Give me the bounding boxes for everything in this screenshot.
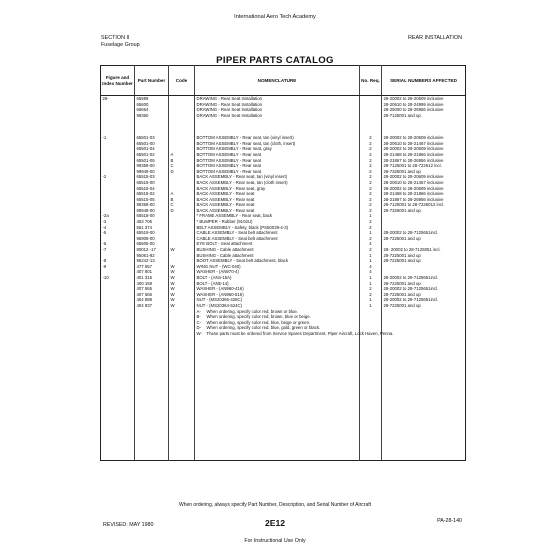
cell-nom: WASHER - (AN970-4) — [195, 269, 360, 275]
cell-nom: BOTTOM ASSEMBLY - Rear seat — [195, 158, 360, 164]
cell-serial: 28-20002 to 28-20609 inclusive — [382, 146, 466, 152]
section-label — [101, 35, 140, 49]
cell-nom: EYE BOLT - Seat attachment — [195, 241, 360, 247]
cell-nom: BOLT - (AN4-15A) — [195, 275, 360, 281]
cell-req: 4 — [360, 264, 382, 270]
cell-part: 404 837 — [135, 303, 169, 309]
cell-code: C — [169, 202, 195, 208]
cell-serial: 28-7325001 and up — [382, 169, 466, 175]
cell-part: 65515-00 — [135, 180, 169, 186]
cell-part: 99359-00 — [135, 163, 169, 169]
cell-req: 2 — [360, 219, 382, 225]
cell-serial: 28- 20002 to 28-7125051 incl. — [382, 247, 466, 253]
cell-code: D — [169, 169, 195, 175]
cell-part: 66664 — [135, 107, 169, 113]
cell-serial: 28-20002 to 28-7125651incl. — [382, 230, 466, 236]
cell-nom: CABLE ASSEMBLY - Seat belt attachment — [195, 236, 360, 242]
cell-fig: -3 — [102, 219, 107, 225]
cell-part: 404 888 — [135, 297, 169, 303]
cell-nom: DRAWING - Rear Seat Installation — [195, 96, 360, 102]
page-number: 2E12 — [264, 518, 286, 528]
cell-serial: 28-7125001 to 28-7226012 incl. — [382, 202, 466, 208]
note-key: B- — [196, 314, 201, 320]
cell-nom: BOTTOM ASSEMBLY - Rear seat, tan (cloth, insert) — [195, 141, 360, 147]
note-text: When ordering, specify color red, brown, blue or beige. — [206, 314, 311, 320]
cell-serial: 28-7225001 and up — [382, 281, 466, 287]
cell-part: 99360 — [135, 113, 169, 119]
note-key: A- — [196, 308, 201, 314]
cell-serial: 28-20002 to 28-20609 inclusive — [382, 135, 466, 141]
cell-req: 2 — [360, 146, 382, 152]
cell-part: 407 565 — [135, 286, 169, 292]
cell-req: 2 — [360, 135, 382, 141]
cell-req: 1 — [360, 297, 382, 303]
cell-nom: DRAWING - Rear Seat Installation — [195, 107, 360, 113]
cell-req: 2 — [360, 292, 382, 298]
cell-req: 2 — [360, 191, 382, 197]
cell-code: D — [169, 208, 195, 214]
cell-code: W — [169, 269, 195, 275]
installation-label: REAR INSTALLATION — [407, 35, 462, 41]
cell-nom: CABLE ASSEMBLY - Seat belt attachment — [195, 230, 360, 236]
cell-req: 2 — [360, 186, 382, 192]
cell-part: 65501-04 — [135, 146, 169, 152]
cell-req: 2 — [360, 208, 382, 214]
cell-fig: -2a — [102, 213, 109, 219]
cell-nom: BOTTOM ASSEMBLY - Rear seat, tan (vinyl insert) — [195, 135, 360, 141]
cell-serial: 28-21867 to 28-26956 inclusive — [382, 158, 466, 164]
cell-code: A — [169, 191, 195, 197]
cell-req: 2 — [360, 152, 382, 158]
cell-code: A — [169, 152, 195, 158]
cell-req: 2 — [360, 158, 382, 164]
cell-nom: BACK ASSEMBLY - Rear seat — [195, 208, 360, 214]
cell-req: 2 — [360, 286, 382, 292]
cell-part: 80012 -17 — [135, 247, 169, 253]
cell-nom: WING NUT - (WC-040) — [195, 264, 360, 270]
cell-fig: -9 — [102, 263, 107, 269]
cell-part: 407 566 — [135, 292, 169, 298]
cell-fig: -4 — [102, 224, 107, 230]
cell-serial: 28-7325001 and up — [382, 208, 466, 214]
cell-code: W — [169, 292, 195, 298]
note-text: When ordering, specify color red, blue, beige or green. — [206, 319, 311, 325]
cell-part: 96908-00 — [135, 236, 169, 242]
cell-req: 1 — [360, 275, 382, 281]
note-text: When ordering, specify color red, brown or blue. — [206, 308, 298, 314]
col-header-figure: Figure and Index Number — [101, 66, 135, 96]
cell-part: 65600 — [135, 102, 169, 108]
cell-code: W — [169, 303, 195, 309]
cell-nom: BOLT - (AN5-14) — [195, 281, 360, 287]
cell-nom: BACK ASSEMBLY - Rear seat — [195, 191, 360, 197]
notes-spacer — [382, 309, 466, 461]
cell-nom: BOTTOM ASSEMBLY - Rear seat — [195, 169, 360, 175]
cell-code: W — [169, 297, 195, 303]
cell-fig: -8 — [102, 258, 107, 264]
cell-nom: * BUMPER - Rubber (9102U) — [195, 219, 360, 225]
academy-header: International Aero Tech Academy — [234, 14, 316, 20]
cell-nom: NUT - (MS20364-524C) — [195, 303, 360, 309]
cell-nom: WASHER - (AN960-516) — [195, 292, 360, 298]
cell-serial: 28-21468 to 28-21866 inclusive — [382, 191, 466, 197]
page-title: PIPER PARTS CATALOG — [216, 55, 334, 66]
cell-fig: -5 — [102, 230, 107, 236]
cell-nom: BUSHING - Cable attachment — [195, 247, 360, 253]
cell-part: 453 706 — [135, 219, 169, 225]
cell-part: 407 801 — [135, 269, 169, 275]
section-number: SECTION II — [101, 35, 130, 41]
cell-part: 99949-00 — [135, 169, 169, 175]
note-key: D- — [196, 325, 202, 331]
cell-code: W — [169, 247, 195, 253]
notes-spacer — [135, 309, 169, 461]
cell-fig: -6 — [102, 241, 107, 247]
usage-footer: For Instructional Use Only — [244, 538, 306, 544]
col-header-required: No. Req. — [360, 66, 382, 96]
cell-part: 65501-02 — [135, 152, 169, 158]
aircraft-model: PA-28-140 — [437, 518, 462, 524]
cell-serial: 28-21867 to 28-26956 inclusive — [382, 197, 466, 203]
cell-req: 2 — [360, 163, 382, 169]
cell-code: W — [169, 275, 195, 281]
cell-part: 95061-92 — [135, 253, 169, 259]
cell-nom: BOTTOM ASSEMBLY - Rear seat, gray — [195, 146, 360, 152]
cell-req: 1 — [360, 281, 382, 287]
cell-part: 65501-05 — [135, 158, 169, 164]
cell-part: 401 315 — [135, 275, 169, 281]
cell-part: 99948-00 — [135, 208, 169, 214]
cell-part: 400 159 — [135, 281, 169, 287]
cell-part: 65505-00 — [135, 241, 169, 247]
cell-nom: BOTTOM ASSEMBLY - Rear seat — [195, 163, 360, 169]
cell-serial: 28-20610 to 28-21457 inclusive — [382, 180, 466, 186]
cell-req: 1 — [360, 213, 382, 219]
cell-part: 96242-13 — [135, 258, 169, 264]
cell-fig: 29- — [102, 96, 109, 101]
cell-serial: 28-7125001 to 28-722612 incl. — [382, 163, 466, 169]
col-header-part: Part Number — [135, 66, 169, 96]
cell-part: 65501-03 — [135, 135, 169, 141]
note-key: W- — [196, 330, 202, 336]
cell-req: 2 — [360, 174, 382, 180]
cell-req: 2 — [360, 247, 382, 253]
cell-part: 65599 — [135, 96, 169, 102]
cell-nom: WASHER - (AN960-416) — [195, 286, 360, 292]
col-header-serial: SERIAL NUMBERS AFFECTED — [382, 66, 466, 96]
cell-nom: BOOT ASSEMBLY - Seat belt attachment, black — [195, 258, 360, 264]
cell-serial: 28-20002 to 28-7125651incl. — [382, 286, 466, 292]
code-notes — [195, 308, 394, 461]
cell-req: 1 — [360, 303, 382, 309]
cell-nom: BELT ASSEMBLY - Safety, black (PS50039-4-3) — [195, 225, 360, 231]
cell-part: 65515-04 — [135, 186, 169, 192]
cell-fig: -7 — [102, 247, 107, 253]
cell-fig: -2 — [102, 174, 107, 180]
cell-code: W — [169, 286, 195, 292]
note-key: C- — [196, 319, 202, 325]
cell-serial: 28-7125001 and up — [382, 113, 466, 119]
cell-nom: DRAWING - Rear Seat Installation — [195, 113, 360, 119]
cell-nom: BACK ASSEMBLY - Rear seat, gray — [195, 186, 360, 192]
table-body — [101, 96, 466, 461]
cell-part: 65519-00 — [135, 230, 169, 236]
cell-serial: 28-7225001 and up — [382, 236, 466, 242]
cell-nom: BACK ASSEMBLY - Rear seat — [195, 197, 360, 203]
cell-serial: 28-7225001 and up — [382, 253, 466, 259]
cell-serial: 28-25000 to 28-26956 inclusive — [382, 107, 466, 113]
cell-nom: BACK ASSEMBLY - Rear seat, tan (cloth insert) — [195, 180, 360, 186]
cell-req: 2 — [360, 197, 382, 203]
cell-code: W — [169, 281, 195, 287]
cell-serial: 28-20002 to 28-20609 inclusive — [382, 96, 466, 102]
cell-code: B — [169, 158, 195, 164]
cell-req: 1 — [360, 258, 382, 264]
cell-serial: 28-21468 to 28-21866 inclusive — [382, 152, 466, 158]
cell-serial: 28-20002 to 28-20609 inclusive — [382, 174, 466, 180]
cell-nom: BOTTOM ASSEMBLY - Rear seat — [195, 152, 360, 158]
cell-code: C — [169, 163, 195, 169]
cell-nom: BACK ASSEMBLY - Rear seat — [195, 202, 360, 208]
note-text: When ordering, specify color red, blue, gold, green or black. — [206, 325, 321, 331]
notes-spacer — [169, 309, 195, 461]
revision-date: REVISED: MAY 1980 — [103, 522, 154, 528]
notes-spacer — [101, 309, 135, 461]
table-header-row — [101, 66, 466, 96]
cell-part: 65515-02 — [135, 191, 169, 197]
cell-nom: DRAWING - Rear Seat Installation — [195, 102, 360, 108]
cell-serial: 28-7225001 and up — [382, 258, 466, 264]
cell-part: 99358-00 — [135, 202, 169, 208]
cell-req: 2 — [360, 225, 382, 231]
cell-req: 2 — [360, 169, 382, 175]
cell-part: 551 374 — [135, 225, 169, 231]
parts-table — [100, 65, 466, 461]
note-text: These parts must be ordered from Service Spares Department, Piper Aircraft, Lock Haven, Penna. — [206, 330, 394, 336]
cell-serial: 28-7225001 and up — [382, 303, 466, 309]
cell-serial: 28-20610 to 28-24999 inclusive — [382, 102, 466, 108]
cell-code: B — [169, 197, 195, 203]
cell-nom: * FRAME ASSEMBLY - Rear seat, back — [195, 213, 360, 219]
cell-req: 2 — [360, 236, 382, 242]
cell-code: W — [169, 264, 195, 270]
cell-nom: BACK ASSEMBLY - Rear seat, tan (vinyl insert) — [195, 174, 360, 180]
cell-part: 65501-00 — [135, 141, 169, 147]
note-item — [196, 330, 394, 337]
cell-fig: -10 — [102, 275, 109, 280]
cell-serial: 28-20002 to 28-20609 inclusive — [382, 186, 466, 192]
cell-part: 65518-00 — [135, 213, 169, 219]
cell-serial: 28-20610 to 28-21467 inclusive — [382, 141, 466, 147]
notes-row — [101, 309, 466, 461]
cell-req: 2 — [360, 180, 382, 186]
cell-part: 477 657 — [135, 264, 169, 270]
cell-req: 4 — [360, 241, 382, 247]
cell-nom: NUT - (MS20365-428C) — [195, 297, 360, 303]
cell-req: 1 — [360, 253, 382, 259]
cell-req: 1 — [360, 230, 382, 236]
cell-req: 2 — [360, 202, 382, 208]
cell-req: 2 — [360, 141, 382, 147]
cell-fig: -1 — [102, 135, 107, 141]
col-header-nomenclature: NOMENCLATURE — [195, 66, 360, 96]
cell-serial: 28-20002 to 28-7125651incl. — [382, 275, 466, 281]
cell-part: 65515-03 — [135, 174, 169, 180]
col-header-code: Code — [169, 66, 195, 96]
cell-serial: 28-20002 to 28-7125651incl. — [382, 297, 466, 303]
group-name: Fuselage Group — [101, 42, 140, 48]
ordering-note: When ordering, always specify Part Number, Description, and Serial Number of Aircraft — [178, 502, 372, 508]
cell-serial: 28-7225001 and up — [382, 292, 466, 298]
cell-part: 65515-05 — [135, 197, 169, 203]
cell-nom: BUSHING - Cable attachment — [195, 253, 360, 259]
cell-req: 4 — [360, 269, 382, 275]
